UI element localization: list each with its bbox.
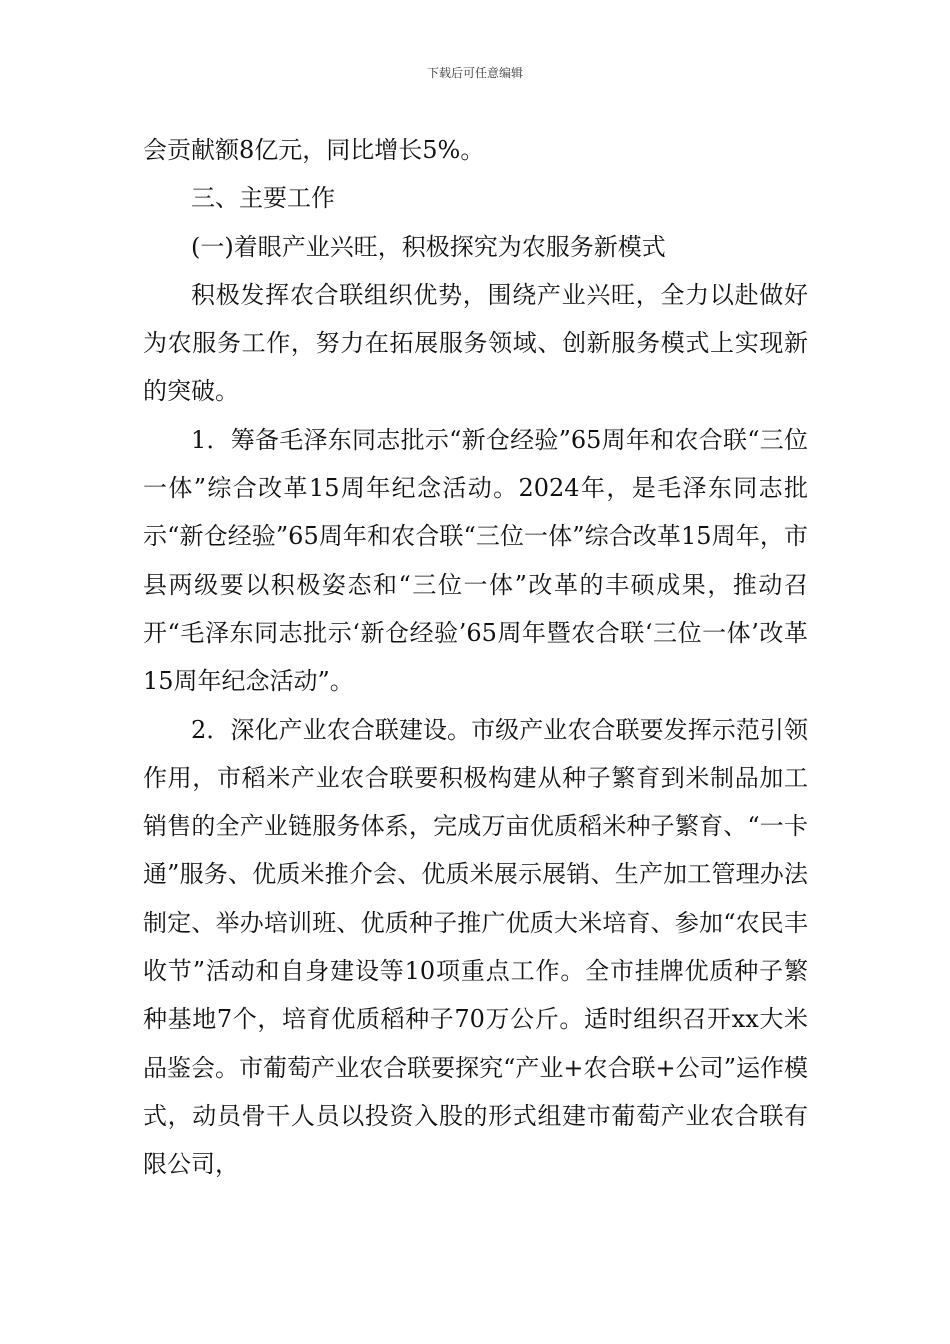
paragraph-item-1: 1．筹备毛泽东同志批示“新仓经验”65周年和农合联“三位一体”综合改革15周年纪念活动。2024年，是毛泽东同志批示“新仓经验”65周年和农合联“三位一体”综合改革15周年，市县两级要以积极姿态和“三位一体”改革的丰硕成果，推动召开“毛泽东同志批示‘新仓经验’65周年暨农合联‘三位一体’改革15周年纪念活动”。 — [143, 425, 808, 696]
document-body — [143, 126, 808, 1189]
subsection-heading: (一)着眼产业兴旺，积极探究为农服务新模式 — [191, 232, 666, 261]
paragraph-intro: 积极发挥农合联组织优势，围绕产业兴旺，全力以赴做好为农服务工作，努力在拓展服务领域、创新服务模式上实现新的突破。 — [143, 280, 808, 406]
section-heading: 三、主要工作 — [191, 184, 335, 213]
paragraph-item-2: 2．深化产业农合联建设。市级产业农合联要发挥示范引领作用，市稻米产业农合联要积极构建从种子繁育到米制品加工销售的全产业链服务体系，完成万亩优质稻米种子繁育、“一卡通”服务、优质米推介会、优质米展示展销、生产加工管理办法制定、举办培训班、优质种子推广优质大米培育、参加“农民丰收节”活动和自身建设等10项重点工作。全市挂牌优质种子繁种基地7个，培育优质稻种子70万公斤。适时组织召开xx大米品鉴会。市葡萄产业农合联要探究“产业+农合联+公司”运作模式，动员骨干人员以投资入股的形式组建市葡萄产业农合联有限公司， — [143, 715, 808, 1179]
paragraph-continuation: 会贡献额8亿元，同比增长5%。 — [143, 136, 485, 164]
page-header-note: 下载后可任意编辑 — [426, 66, 523, 80]
